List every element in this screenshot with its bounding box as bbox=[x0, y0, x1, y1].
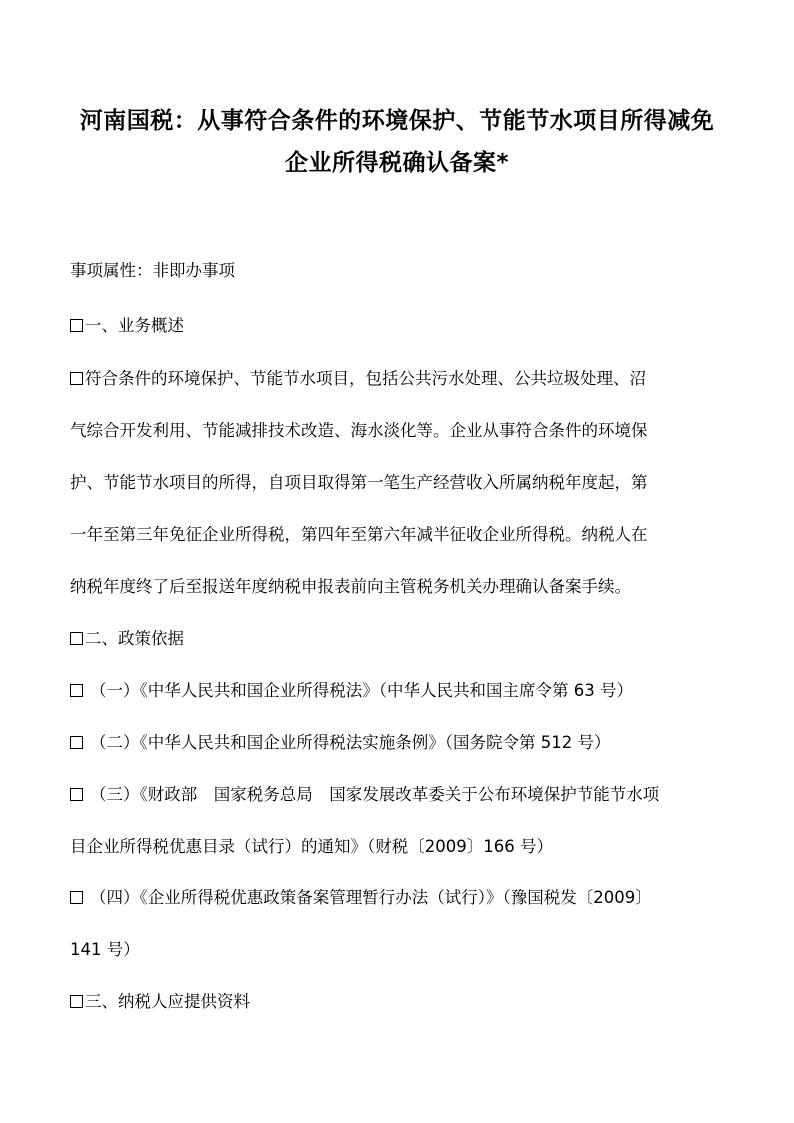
paragraph-text: 护、节能节水项目的所得，自项目取得第一笔生产经营收入所属纳税年度起，第 bbox=[70, 473, 648, 492]
section-heading-overview bbox=[70, 314, 184, 338]
policy-text: （四）《企业所得税优惠政策备案管理暂行办法（试行）》（豫国税发〔2009〕 bbox=[90, 888, 652, 907]
policy-text: 141 号） bbox=[70, 940, 140, 959]
title-line-1: 河南国税：从事符合条件的环境保护、节能节水项目所得减免 bbox=[79, 108, 715, 134]
policy-item bbox=[70, 731, 610, 755]
checkbox-icon bbox=[70, 736, 83, 749]
checkbox-icon bbox=[70, 891, 83, 904]
checkbox-icon bbox=[70, 788, 83, 801]
policy-item bbox=[70, 783, 659, 807]
checkbox-icon bbox=[70, 319, 83, 332]
overview-paragraph-line bbox=[70, 471, 648, 495]
attribute-text: 事项属性：非即办事项 bbox=[70, 261, 235, 280]
paragraph-text: 符合条件的环境保护、节能节水项目，包括公共污水处理、公共垃圾处理、沼 bbox=[85, 369, 646, 388]
heading-text: 二、政策依据 bbox=[85, 629, 184, 648]
policy-text: （一）《中华人民共和国企业所得税法》（中华人民共和国主席令第 63 号） bbox=[90, 681, 633, 700]
policy-text: （二）《中华人民共和国企业所得税法实施条例》（国务院令第 512 号） bbox=[90, 733, 611, 752]
heading-text: 三、纳税人应提供资料 bbox=[85, 992, 250, 1011]
policy-item bbox=[70, 886, 652, 910]
policy-text: （三）《财政部 国家税务总局 国家发展改革委关于公布环境保护节能节水项 bbox=[90, 785, 660, 804]
paragraph-text: 纳税年度终了后至报送年度纳税申报表前向主管税务机关办理确认备案手续。 bbox=[70, 577, 631, 596]
policy-text: 目企业所得税优惠目录（试行）的通知》（财税〔2009〕166 号） bbox=[70, 837, 553, 856]
overview-paragraph-line bbox=[70, 523, 648, 547]
overview-paragraph-line bbox=[70, 367, 646, 391]
checkbox-icon bbox=[70, 684, 83, 697]
item-attribute bbox=[70, 259, 235, 283]
section-heading-policy bbox=[70, 627, 184, 651]
policy-item-continued bbox=[70, 938, 140, 962]
heading-text: 一、业务概述 bbox=[85, 316, 184, 335]
policy-item bbox=[70, 679, 633, 703]
section-heading-materials bbox=[70, 990, 250, 1014]
overview-paragraph-line bbox=[70, 419, 648, 443]
overview-paragraph-line bbox=[70, 575, 631, 599]
checkbox-icon bbox=[70, 632, 83, 645]
paragraph-text: 一年至第三年免征企业所得税，第四年至第六年减半征收企业所得税。纳税人在 bbox=[70, 525, 648, 544]
checkbox-icon bbox=[70, 372, 83, 385]
paragraph-text: 气综合开发利用、节能减排技术改造、海水淡化等。企业从事符合条件的环境保 bbox=[70, 421, 648, 440]
checkbox-icon bbox=[70, 995, 83, 1008]
title-line-2: 企业所得税确认备案* bbox=[284, 150, 510, 176]
policy-item-continued bbox=[70, 835, 553, 859]
document-title bbox=[60, 100, 734, 184]
